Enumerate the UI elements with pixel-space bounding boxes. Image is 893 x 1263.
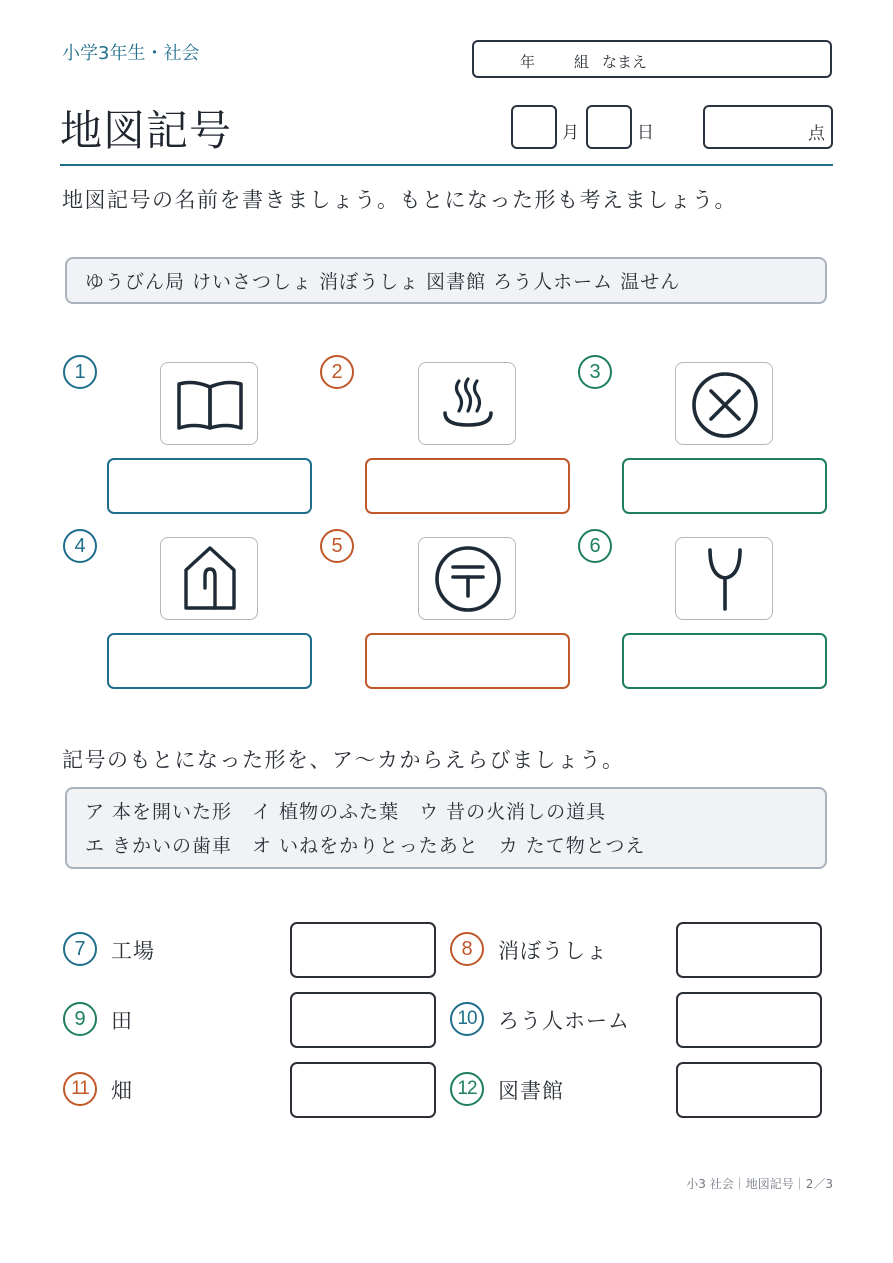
item-label-12: 図書館	[498, 1079, 564, 1103]
score-field[interactable]	[703, 105, 833, 149]
section1-instruction: 地図記号の名前を書きましょう。もとになった形も考えましょう。	[62, 188, 737, 212]
answer-box-8[interactable]	[676, 922, 822, 978]
grade-subject-label: 小学3年生・社会	[62, 43, 200, 64]
symbol-card-6	[675, 537, 773, 620]
police-station-icon	[676, 363, 774, 446]
symbol-card-5	[418, 537, 516, 620]
item-number-8: 8	[450, 932, 484, 966]
item-label-8: 消ぼうしょ	[498, 939, 608, 963]
book-icon	[161, 363, 259, 446]
header-divider	[60, 164, 833, 166]
answer-box-6[interactable]	[622, 633, 827, 689]
symbol-card-3	[675, 362, 773, 445]
word-bank-text: ゆうびん局 けいさつしょ 消ぼうしょ 図書館 ろう人ホーム 温せん	[85, 271, 681, 293]
item-number-4: 4	[63, 529, 97, 563]
answer-box-2[interactable]	[365, 458, 570, 514]
item-number-7: 7	[63, 932, 97, 966]
day-label: 日	[637, 123, 654, 143]
symbol-card-2	[418, 362, 516, 445]
name-label: なまえ	[602, 53, 648, 71]
choices-line-1: ア 本を開いた形 イ 植物のふた葉 ウ 昔の火消しの道具	[85, 801, 607, 823]
word-bank	[65, 257, 827, 304]
answer-box-10[interactable]	[676, 992, 822, 1048]
section2-instruction: 記号のもとになった形を、ア〜カからえらびましょう。	[62, 748, 625, 772]
page-title: 地図記号	[60, 106, 233, 155]
answer-box-1[interactable]	[107, 458, 312, 514]
item-label-11: 畑	[111, 1079, 133, 1103]
item-number-3: 3	[578, 355, 612, 389]
item-number-11: 11	[63, 1072, 97, 1106]
month-label: 月	[562, 123, 579, 143]
post-office-icon	[419, 538, 517, 621]
class-label: 組	[574, 53, 590, 71]
answer-box-5[interactable]	[365, 633, 570, 689]
day-field[interactable]	[586, 105, 632, 149]
answer-box-12[interactable]	[676, 1062, 822, 1118]
answer-box-11[interactable]	[290, 1062, 436, 1118]
item-number-6: 6	[578, 529, 612, 563]
name-field[interactable]	[472, 40, 832, 78]
answer-box-4[interactable]	[107, 633, 312, 689]
score-label: 点	[808, 124, 825, 144]
answer-box-7[interactable]	[290, 922, 436, 978]
answer-box-9[interactable]	[290, 992, 436, 1048]
fire-station-icon	[676, 538, 774, 621]
item-number-5: 5	[320, 529, 354, 563]
answer-box-3[interactable]	[622, 458, 827, 514]
choices-box	[65, 787, 827, 869]
item-number-2: 2	[320, 355, 354, 389]
page-footer: 小3 社会｜地図記号｜2／3	[686, 1177, 833, 1191]
symbol-card-1	[160, 362, 258, 445]
nursing-home-icon	[161, 538, 259, 621]
item-number-1: 1	[63, 355, 97, 389]
item-label-9: 田	[111, 1009, 133, 1033]
year-label: 年	[520, 53, 536, 71]
item-number-12: 12	[450, 1072, 484, 1106]
month-field[interactable]	[511, 105, 557, 149]
symbol-card-4	[160, 537, 258, 620]
item-label-10: ろう人ホーム	[498, 1009, 630, 1033]
item-label-7: 工場	[111, 939, 155, 963]
hot-spring-icon	[419, 363, 517, 446]
item-number-9: 9	[63, 1002, 97, 1036]
choices-line-2: エ きかいの歯車 オ いねをかりとったあと カ たて物とつえ	[85, 835, 646, 857]
item-number-10: 10	[450, 1002, 484, 1036]
